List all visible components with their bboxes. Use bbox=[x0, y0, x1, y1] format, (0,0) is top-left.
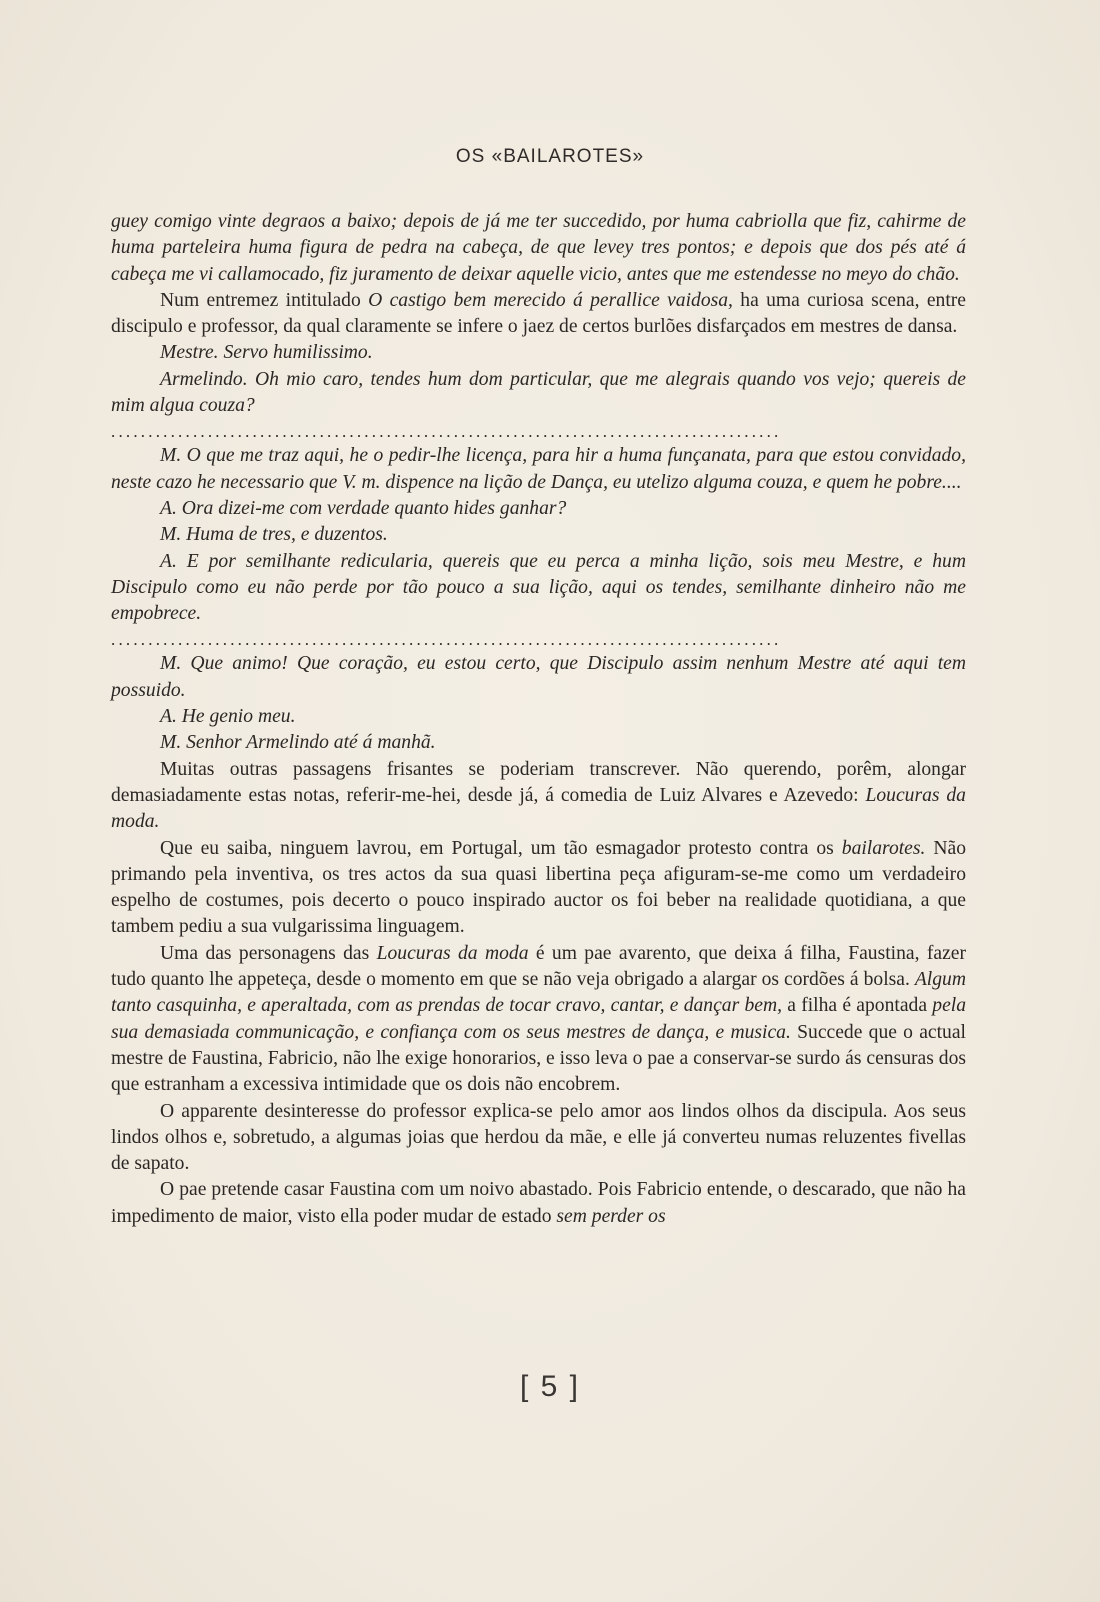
continued-quotation: guey comigo vinte degraos a baixo; depois de já me ter succedido, por huma cabriolla que fiz, cahirme de huma parteleira huma figura de pedra na cabeça, de que levey tres pontos; e depois que dos pés até á cabeça me vi callamocado, fiz juramento de deixar aquelle vicio, antes que me estendesse no meyo do chão. bbox=[111, 211, 966, 285]
ellipsis-divider: .......................................................................................... bbox=[111, 630, 782, 650]
play-title: Loucuras da moda. bbox=[111, 784, 966, 833]
paragraph-passagens bbox=[111, 757, 966, 836]
dialogue-line: M. Que animo! Que coração, eu estou certo, que Discipulo assim nenhum Mestre até aqui tem possuido. bbox=[111, 653, 966, 701]
text-span: Succede que o actual mestre de Faustina, Fabricio, não lhe exige honorarios, e isso leva o pae a conservar-se surdo ás censuras dos que estranham a excessiva intimidade que os dois não encobrem. bbox=[111, 1021, 966, 1096]
text-span: Num entremez intitulado bbox=[160, 289, 369, 311]
paragraph-entremez bbox=[111, 288, 966, 341]
paragraph-desinteresse: O apparente desinteresse do professor explica-se pelo amor aos lindos olhos da discipula. Aos seus lindos olhos e, sobretudo, a algumas joias que herdou da mãe, e elle já converteu numas reluzentes fivellas de sapato. bbox=[111, 1100, 966, 1175]
text-span: Muitas outras passagens frisantes se poderiam transcrever. Não querendo, porêm, alongar demasiadamente estas notas, referir-me-hei, desde já, á comedia de Luiz Alvares e Azevedo: bbox=[111, 758, 966, 806]
dialogue-line: M. Huma de tres, e duzentos. bbox=[160, 524, 388, 546]
paragraph-casamento bbox=[111, 1177, 966, 1230]
running-title: OS «BAILAROTES» bbox=[455, 146, 645, 167]
quotation: sem perder os bbox=[556, 1205, 666, 1227]
ellipsis-divider: .......................................................................................... bbox=[111, 422, 782, 442]
quotation: Algum tanto casquinha, e aperaltada, com as prendas de tocar cravo, cantar, e dançar bem, bbox=[111, 969, 966, 1017]
text-span: é um pae avarento, que deixa á filha, Faustina, fazer tudo quanto lhe appeteça, desde o momento em que se não veja obrigado a alargar os cordões á bolsa. bbox=[111, 942, 966, 991]
emphasized-word: bailarotes. bbox=[841, 837, 926, 859]
page-number: [ 5 ] bbox=[519, 1370, 581, 1403]
dialogue-line: Armelindo. Oh mio caro, tendes hum dom particular, que me alegrais quando vos vejo; quereis de mim algua couza? bbox=[111, 368, 966, 417]
body-text bbox=[111, 209, 966, 1230]
play-title: Loucuras da moda bbox=[376, 942, 529, 964]
paragraph-personagens bbox=[111, 941, 966, 1099]
dialogue-line: M. Senhor Armelindo até á manhã. bbox=[160, 732, 436, 754]
dialogue-line: A. Ora dizei-me com verdade quanto hides ganhar? bbox=[160, 497, 567, 519]
text-span: Não primando pela inventiva, os tres actos da sua quasi libertina peça afiguram-se-me como um verdadeiro espelho de costumes, pois decerto o pouco inspirado auctor os foi beber na realidade quotidiana, a que tambem pediu a sua vulgarissima linguagem. bbox=[111, 837, 967, 938]
text-span: a filha é apontada bbox=[782, 995, 933, 1017]
text-span: Uma das personagens das bbox=[160, 942, 377, 964]
dialogue-line: A. He genio meu. bbox=[160, 706, 296, 728]
dialogue-line: Mestre. Servo humilissimo. bbox=[160, 342, 373, 364]
dialogue-line: M. O que me traz aqui, he o pedir-lhe licença, para hir a huma funçanata, para que estou convidado, neste cazo he necessario que V. m. dispence na lição de Dança, eu utelizo alguma couza, e quem he pobre.... bbox=[111, 445, 966, 493]
text-span: O pae pretende casar Faustina com um noivo abastado. Pois Fabricio entende, o descarado, que não ha impedimento de maior, visto ella poder mudar de estado bbox=[111, 1179, 966, 1227]
paragraph-protesto bbox=[111, 836, 966, 941]
text-span: ha uma curiosa scena, entre discipulo e professor, da qual claramente se infere o jaez de certos burlões disfarçados em mestres de dansa. bbox=[111, 289, 966, 338]
play-title: O castigo bem merecido á perallice vaidosa, bbox=[368, 289, 733, 311]
dialogue-line: A. E por semilhante rediculаria, quereis que eu perca a minha lição, sois meu Mestre, e hum Discipulo como eu não perde por tão pouco a sua lição, aqui os tendes, semilhante dinheiro não me empobrece. bbox=[111, 550, 966, 625]
quotation: pela sua demasiada communicação, e confiança com os seus mestres de dança, e musica. bbox=[111, 995, 966, 1043]
text-span: Que eu saiba, ninguem lavrou, em Portugal, um tão esmagador protesto contra os bbox=[160, 837, 842, 859]
